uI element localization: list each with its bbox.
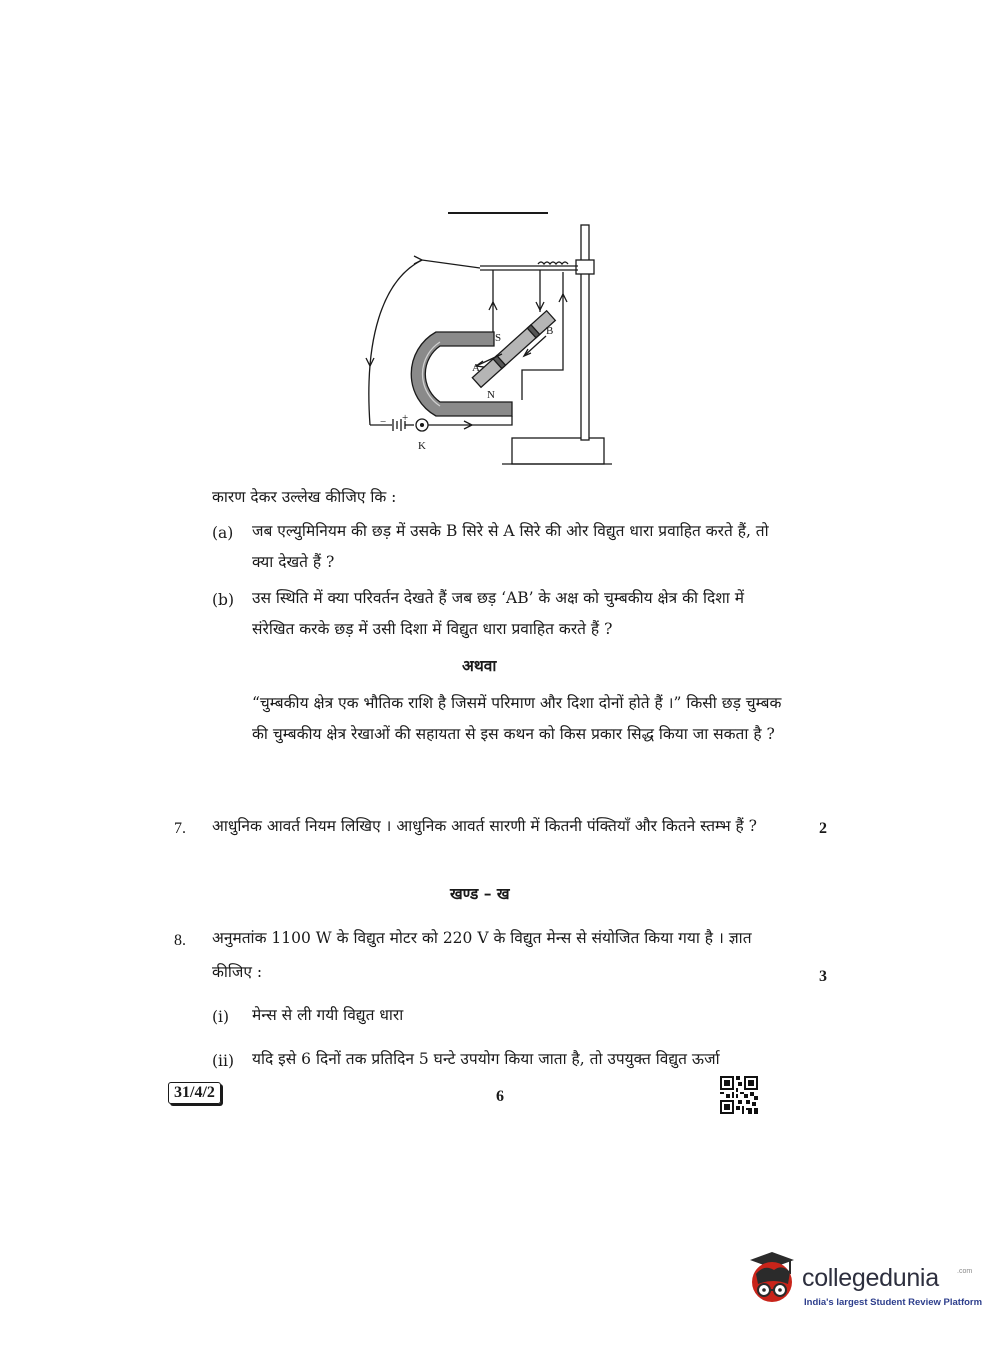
q8-number: 8.	[174, 932, 186, 949]
label-a: A	[472, 362, 480, 374]
label-k: K	[418, 440, 426, 452]
q8-sub-ii-text: यदि इसे 6 दिनों तक प्रतिदिन 5 घन्टे उपयोग किया जाता है, तो उपयुक्त विद्युत ऊर्जा	[252, 1050, 720, 1068]
stand-clamp	[576, 260, 594, 274]
or-heading: अथवा	[462, 656, 497, 675]
label-n: N	[487, 389, 495, 401]
q8-sub-ii-label: (ii)	[212, 1052, 235, 1070]
magnet-rod-circuit-diagram	[352, 220, 612, 470]
label-plus: +	[402, 412, 409, 424]
section-heading: खण्ड – ख	[450, 884, 510, 903]
q7-text: आधुनिक आवर्त नियम लिखिए । आधुनिक आवर्त सारणी में कितनी पंक्तियाँ और कितने स्तम्भ हैं ?	[212, 817, 757, 835]
part-b-label: (b)	[212, 591, 235, 609]
aluminium-rod	[472, 311, 555, 388]
q7-marks: 2	[819, 820, 827, 837]
logo-wordmark: collegedunia	[802, 1264, 939, 1292]
top-rule	[448, 212, 548, 214]
q8-marks: 3	[819, 968, 827, 985]
horseshoe-magnet	[411, 332, 512, 416]
stand-base	[512, 438, 604, 464]
or-text-line2: की चुम्बकीय क्षेत्र रेखाओं की सहायता से इस कथन को किस प्रकार सिद्ध किया जा सकता है ?	[252, 725, 775, 743]
q8-sub-i-text: मेन्स से ली गयी विद्युत धारा	[252, 1006, 404, 1024]
q7-number: 7.	[174, 820, 186, 837]
logo-tagline: India's largest Student Review Platform	[804, 1297, 983, 1308]
page-number: 6	[496, 1088, 504, 1105]
qr-code-icon	[720, 1076, 758, 1114]
logo-dotcom: .com	[957, 1268, 973, 1275]
part-b-line1: उस स्थिति में क्या परिवर्तन देखते हैं जब छड़ ‘AB’ के अक्ष को चुम्बकीय क्षेत्र की दिशा में	[252, 589, 744, 607]
part-a-label: (a)	[212, 524, 234, 542]
part-b-line2: संरेखित करके छड़ में उसी दिशा में विद्युत धारा प्रवाहित करते हैं ?	[252, 620, 613, 638]
label-s: S	[495, 332, 502, 344]
or-text-line1: “चुम्बकीय क्षेत्र एक भौतिक राशि है जिसमें परिमाण और दिशा दोनों होते हैं ।” किसी छड़ चुम्बक	[252, 694, 782, 712]
q8-sub-i-label: (i)	[212, 1008, 230, 1026]
paper-code: 31/4/2	[168, 1082, 221, 1104]
coil	[538, 262, 568, 264]
intro-text: कारण देकर उल्लेख कीजिए कि :	[212, 488, 397, 506]
stand-rod	[581, 225, 589, 440]
part-a-line1: जब एल्युमिनियम की छड़ में उसके B सिरे से A सिरे की ओर विद्युत धारा प्रवाहित करते हैं, तो	[252, 522, 769, 540]
q8-line2: कीजिए :	[212, 963, 263, 981]
part-a-line2: क्या देखते हैं ?	[252, 553, 335, 571]
horizontal-rod	[480, 266, 578, 270]
label-b: B	[546, 325, 554, 337]
q8-line1: अनुमतांक 1100 W के विद्युत मोटर को 220 V के विद्युत मेन्स से संयोजित किया गया है । ज्ञात	[212, 929, 752, 947]
label-minus: −	[380, 416, 387, 428]
